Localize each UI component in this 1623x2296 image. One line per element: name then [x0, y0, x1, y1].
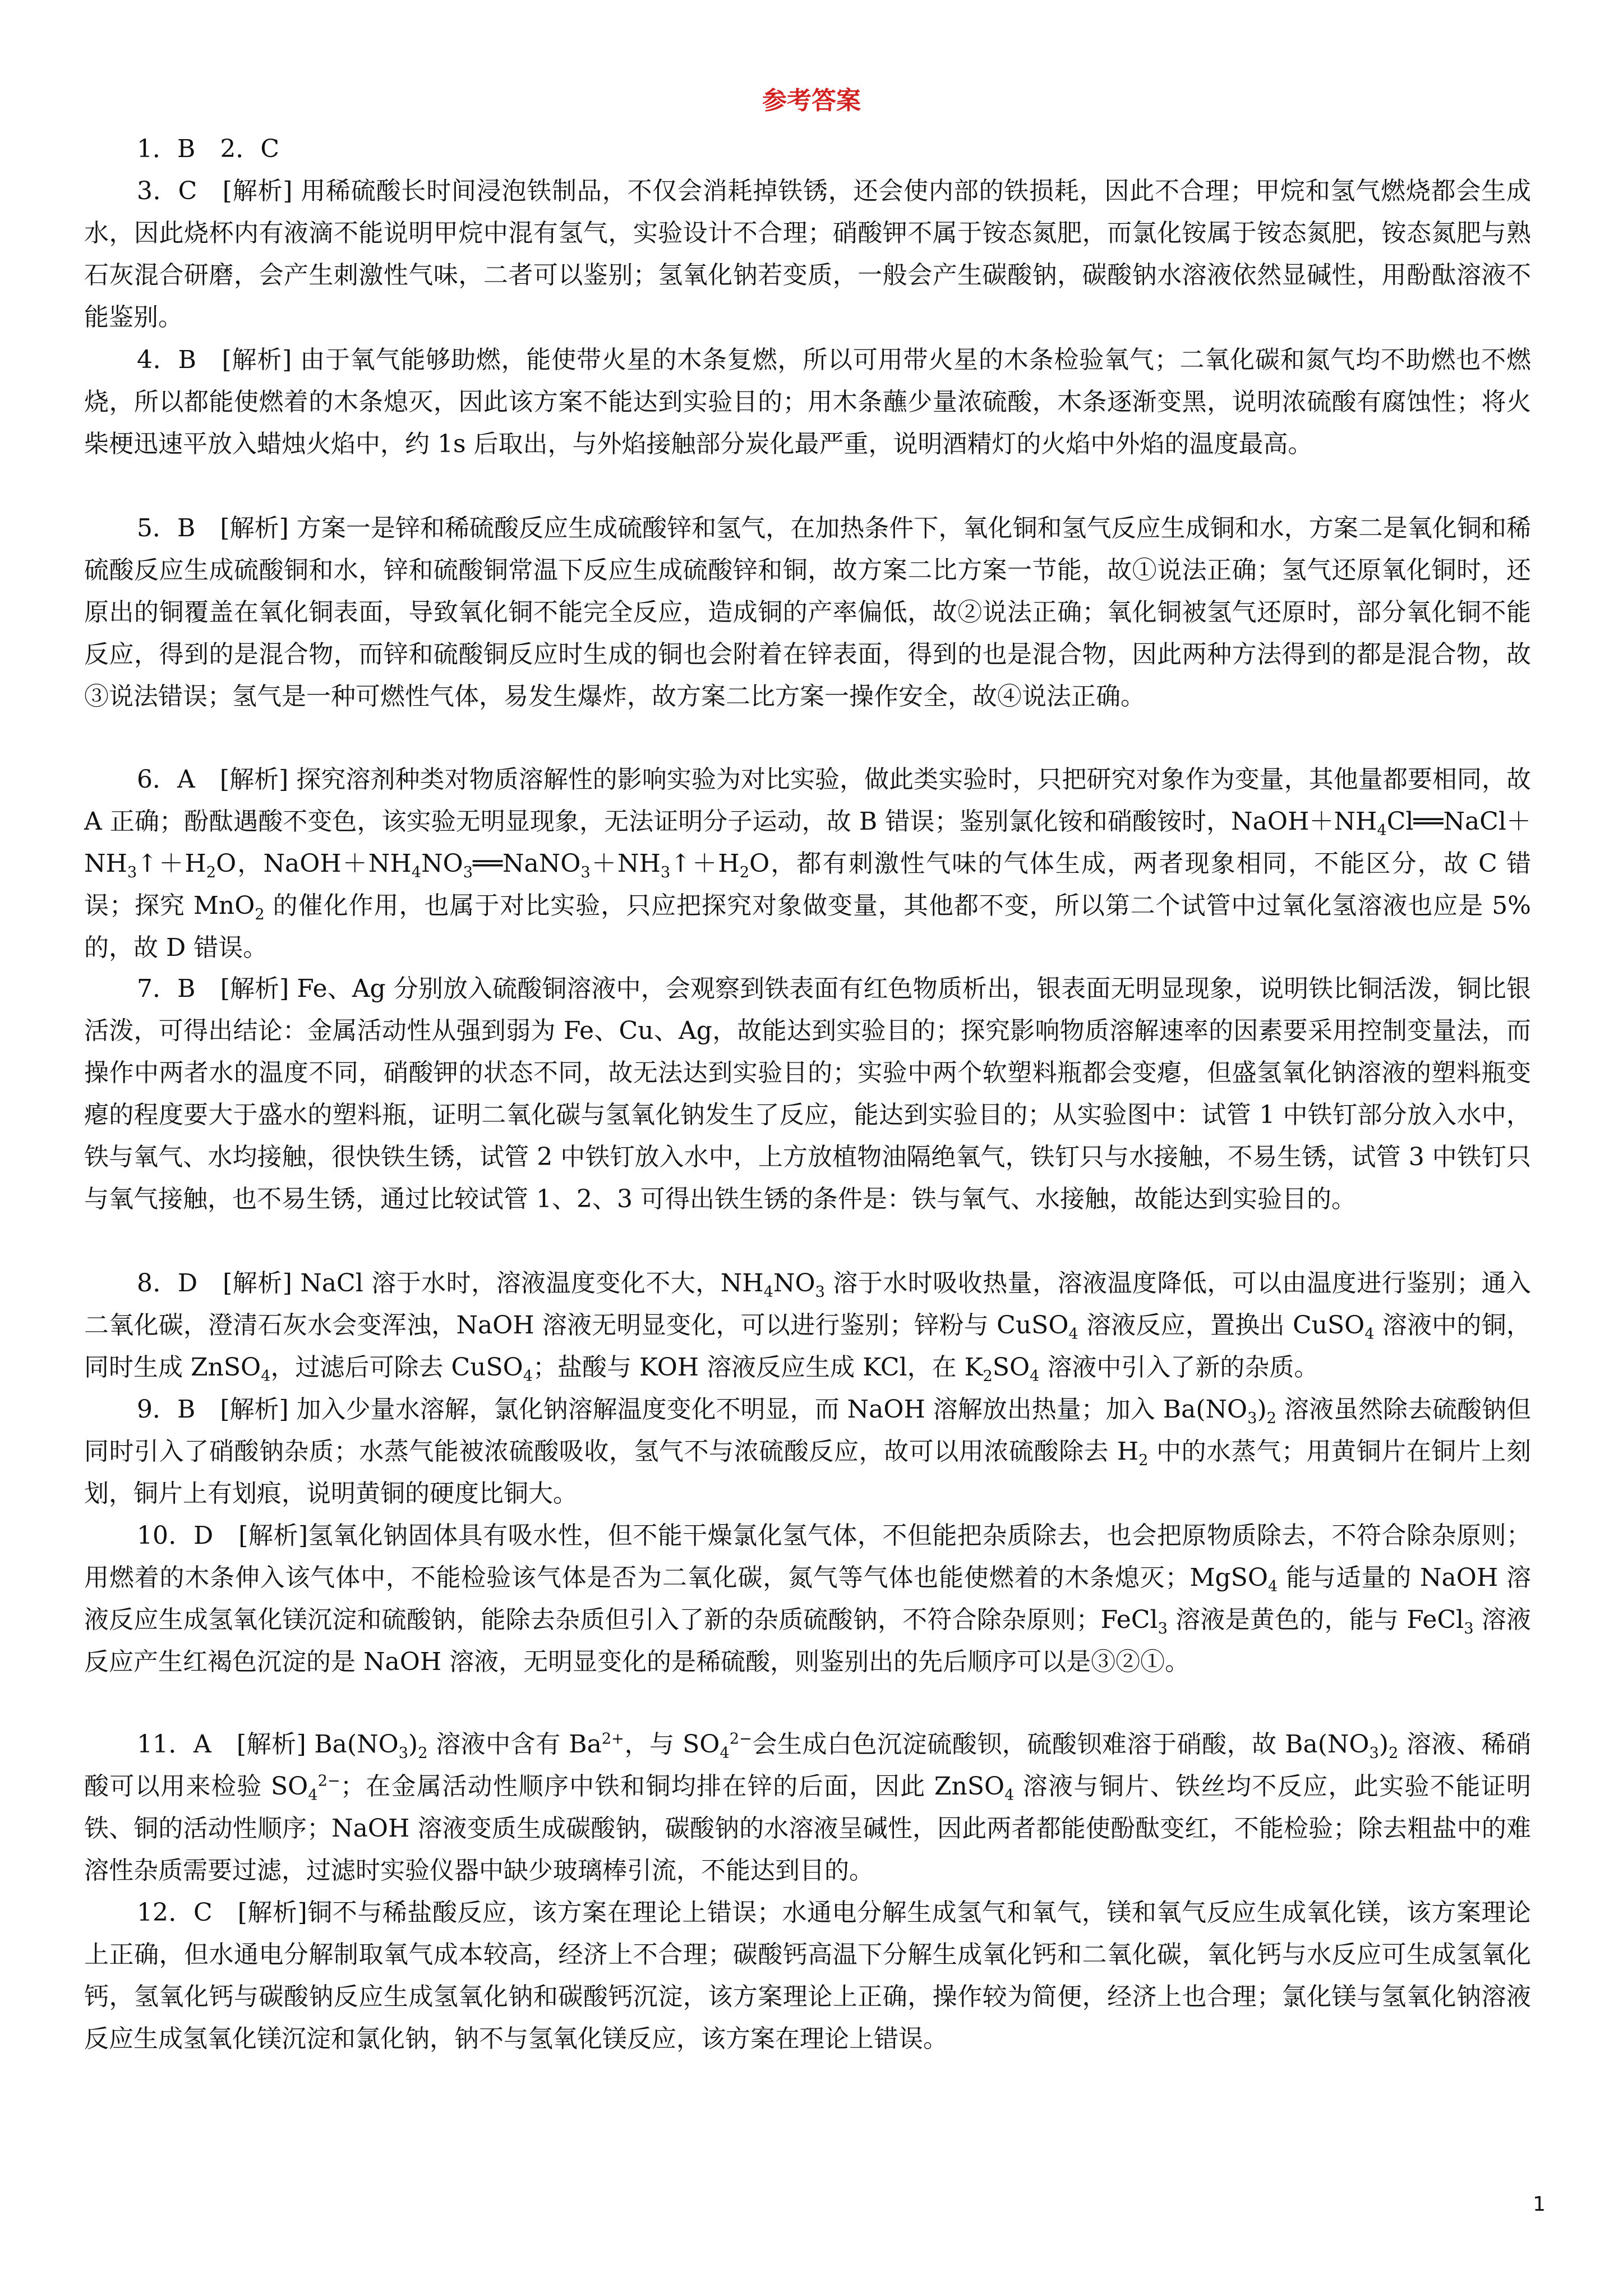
- answer-4: 4．B [解析] 由于氧气能够助燃，能使带火星的木条复燃，所以可用带火星的木条检验氧气；二氧化碳和氮气均不助燃也不燃烧，所以都能使燃着的木条熄灭，因此该方案不能达到实验目的；用木条蘸少量浓硫酸，木条逐渐变黑，说明浓硫酸有腐蚀性；将火柴梗迅速平放入蜡烛火焰中，约 1s 后取出，与外焰接触部分炭化最严重，说明酒精灯的火焰中外焰的温度最高。: [84, 346, 1531, 458]
- answer-5: 5．B [解析] 方案一是锌和稀硫酸反应生成硫酸锌和氢气，在加热条件下，氧化铜和氢气反应生成铜和水，方案二是氧化铜和稀硫酸反应生成硫酸铜和水，锌和硫酸铜常温下反应生成硫酸锌和铜，故方案二比方案一节能，故①说法正确；氢气还原氧化铜时，还原出的铜覆盖在氧化铜表面，导致氧化铜不能完全反应，造成铜的产率偏低，故②说法正确；氧化铜被氢气还原时，部分氧化铜不能反应，得到的是混合物，而锌和硫酸铜反应时生成的铜也会附着在锌表面，得到的也是混合物，因此两种方法得到的都是混合物，故③说法错误；氢气是一种可燃性气体，易发生爆炸，故方案二比方案一操作安全，故④说法正确。: [84, 514, 1531, 711]
- answer-6: 6．A [解析] 探究溶剂种类对物质溶解性的影响实验为对比实验，做此类实验时，只把研究对象作为变量，其他量都要相同，故 A 正确；酚酞遇酸不变色，该实验无明显现象，无法证明分子运动，故 B 错误；鉴别氯化铵和硝酸铵时，$NaOH+NH_4Cl══NaCl+NH_3↑+H_2O$，$NaOH+NH_4NO_3══NaNO_3+NH_3↑+H_2O$，都有刺激性气味的气体生成，两者现象相同，不能区分，故 C 错误；探究 MnO$_2$ 的催化作用，也属于对比实验，只应把探究对象做变量，其他都不变，所以第二个试管中过氧化氢溶液也应是 5%的，故 D 错误。: [84, 765, 1531, 962]
- page-title: 参考答案: [762, 86, 861, 115]
- answer-10: 10．D [解析]氢氧化钠固体具有吸水性，但不能干燥氯化氢气体，不但能把杂质除去，也会把原物质除去，不符合除杂原则；用燃着的木条伸入该气体中，不能检验该气体是否为二氧化碳，氮气等气体也能使燃着的木条熄灭；MgSO$_4$ 能与适量的 NaOH 溶液反应生成氢氧化镁沉淀和硫酸钠，能除去杂质但引入了新的杂质硫酸钠，不符合除杂原则；FeCl$_3$ 溶液是黄色的，能与 FeCl$_3$ 溶液反应产生红褐色沉淀的是 NaOH 溶液，无明显变化的是稀硫酸，则鉴别出的先后顺序可以是③②①。: [84, 1521, 1531, 1676]
- page-number: 1: [1533, 2193, 1546, 2216]
- answer-12: 12．C [解析]铜不与稀盐酸反应，该方案在理论上错误；水通电分解生成氢气和氧气，镁和氧气反应生成氧化镁，该方案理论上正确，但水通电分解制取氧气成本较高，经济上不合理；碳酸钙高温下分解生成氧化钙和二氧化碳，氧化钙与水反应可生成氢氧化钙，氢氧化钙与碳酸钠反应生成氢氧化钠和碳酸钙沉淀，该方案理论上正确，操作较为简便，经济上也合理；氯化镁与氢氧化钠溶液反应生成氢氧化镁沉淀和氯化钠，钠不与氢氧化镁反应，该方案在理论上错误。: [84, 1898, 1531, 2053]
- answer-9: 9．B [解析] 加入少量水溶解，氯化钠溶解温度变化不明显，而 NaOH 溶解放出热量；加入 $Ba(NO_3)_2$ 溶液虽然除去硫酸钠但同时引入了硝酸钠杂质；水蒸气能被浓硫酸吸收，氢气不与浓硫酸反应，故可以用浓硫酸除去 $H_2$ 中的水蒸气；用黄铜片在铜片上刻划，铜片上有划痕，说明黄铜的硬度比铜大。: [84, 1395, 1531, 1508]
- answer-11: 11．A [解析] $Ba(NO_3)_2$ 溶液中含有 $Ba^{2+}$，与 $SO_4^{2-}$会生成白色沉淀硫酸钡，硫酸钡难溶于硝酸，故 $Ba(NO_3)_2$ 溶液、稀硝酸可以用来检验 $SO_4^{2-}$；在金属活动性顺序中铁和铜均排在锌的后面，因此 ZnSO$_4$ 溶液与铜片、铁丝均不反应，此实验不能证明铁、铜的活动性顺序；NaOH 溶液变质生成碳酸钠，碳酸钠的水溶液呈碱性，因此两者都能使酚酞变红，不能检验；除去粗盐中的难溶性杂质需要过滤，过滤时实验仪器中缺少玻璃棒引流，不能达到目的。: [84, 1730, 1531, 1885]
- answer-7: 7．B [解析] Fe、Ag 分别放入硫酸铜溶液中，会观察到铁表面有红色物质析出，银表面无明显现象，说明铁比铜活泼，铜比银活泼，可得出结论：金属活动性从强到弱为 Fe、Cu、Ag，故能达到实验目的；探究影响物质溶解速率的因素要采用控制变量法，而操作中两者水的温度不同，硝酸钾的状态不同，故无法达到实验目的；实验中两个软塑料瓶都会变瘪，但盛氢氧化钠溶液的塑料瓶变瘪的程度要大于盛水的塑料瓶，证明二氧化碳与氢氧化钠发生了反应，能达到实验目的；从实验图中：试管 1 中铁钉部分放入水中，铁与氧气、水均接触，很快铁生锈，试管 2 中铁钉放入水中，上方放植物油隔绝氧气，铁钉只与水接触，不易生锈，试管 3 中铁钉只与氧气接触，也不易生锈，通过比较试管 1、2、3 可得出铁生锈的条件是：铁与氧气、水接触，故能达到实验目的。: [84, 974, 1531, 1213]
- answer-1-2: 1．B 2．C: [137, 135, 279, 163]
- answer-8: 8．D [解析] NaCl 溶于水时，溶液温度变化不大，$NH_4NO_3$ 溶于水时吸收热量，溶液温度降低，可以由温度进行鉴别；通入二氧化碳，澄清石灰水会变浑浊，NaOH 溶液无明显变化，可以进行鉴别；锌粉与 CuSO$_4$ 溶液反应，置换出 CuSO$_4$ 溶液中的铜，同时生成 ZnSO$_4$，过滤后可除去 CuSO$_4$；盐酸与 KOH 溶液反应生成 KCl，在 $K_2SO_4$ 溶液中引入了新的杂质。: [84, 1269, 1532, 1385]
- answer-3: 3．C [解析] 用稀硫酸长时间浸泡铁制品，不仅会消耗掉铁锈，还会使内部的铁损耗，因此不合理；甲烷和氢气燃烧都会生成水，因此烧杯内有液滴不能说明甲烷中混有氢气，实验设计不合理；硝酸钾不属于铵态氮肥，而氯化铵属于铵态氮肥，铵态氮肥与熟石灰混合研磨，会产生刺激性气味，二者可以鉴别；氢氧化钠若变质，一般会产生碳酸钠，碳酸钠水溶液依然显碱性，用酚酞溶液不能鉴别。: [84, 177, 1531, 332]
